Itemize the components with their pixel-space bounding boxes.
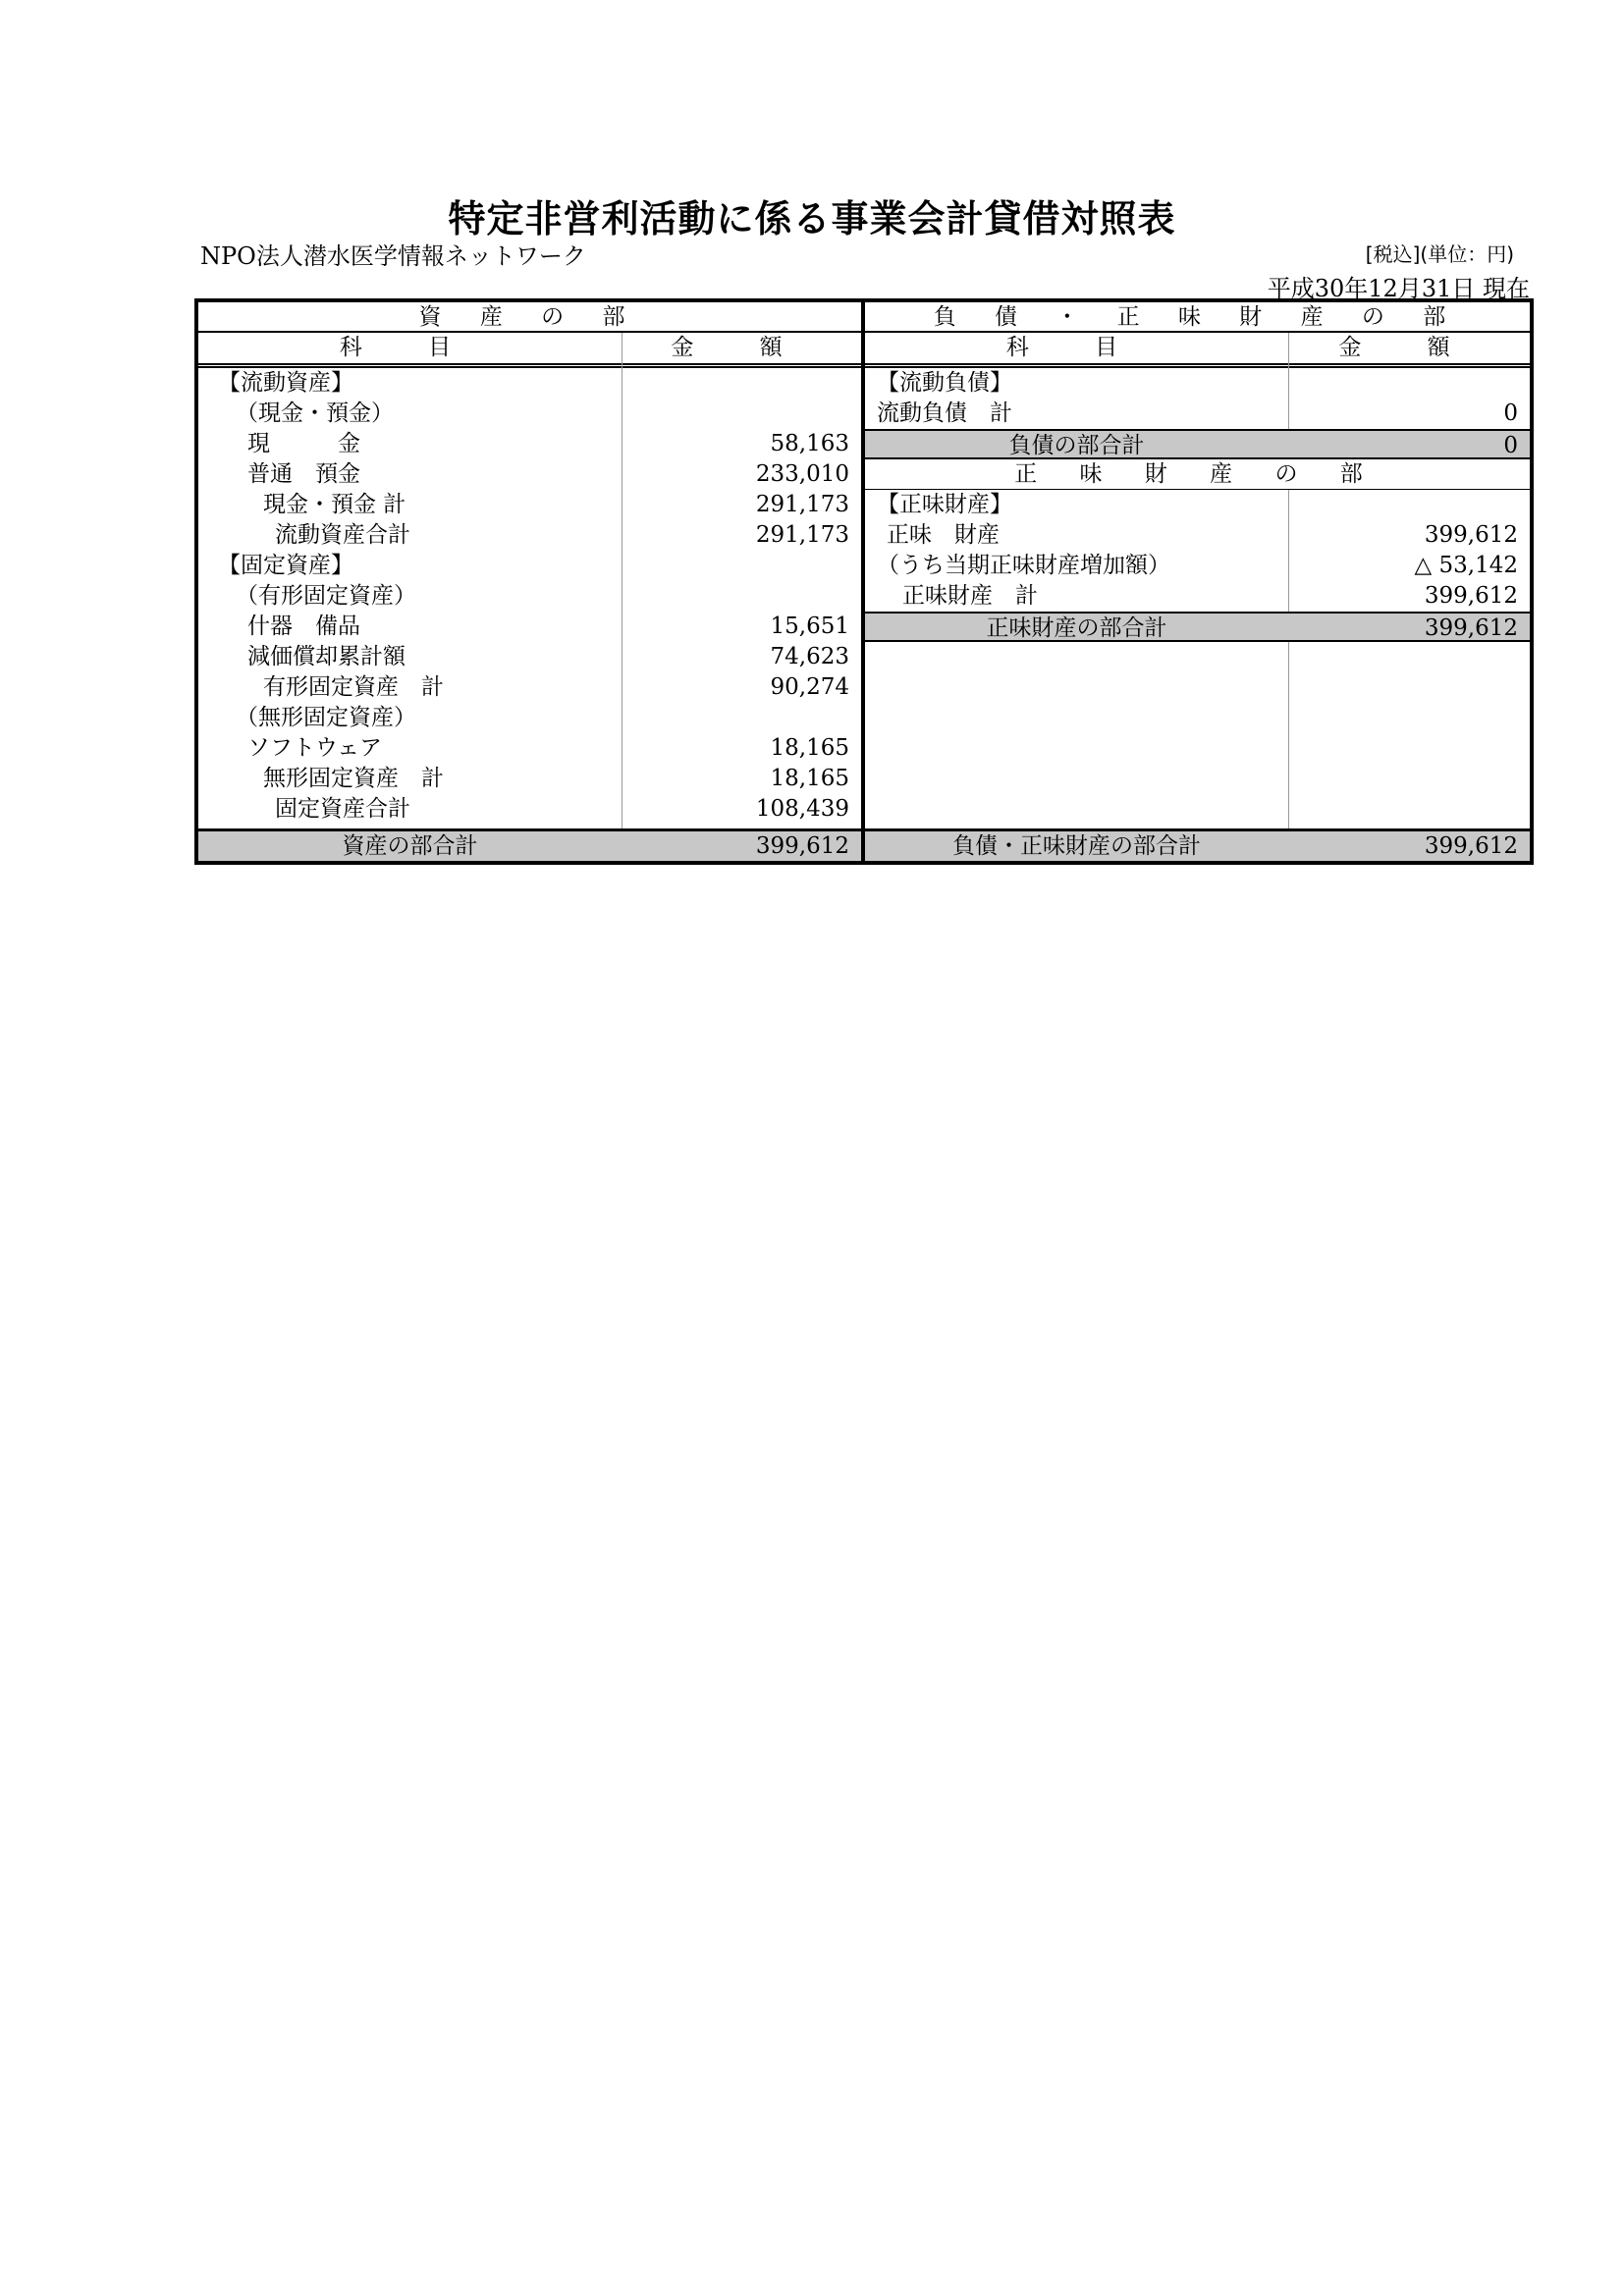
liabilities-subtotal-row: 負債の部合計 0: [865, 429, 1530, 459]
table-row: 普通 預金 233,010: [247, 461, 849, 487]
net-assets-section-header: 正 味 財 産 の 部: [865, 459, 1530, 490]
table-row: （現金・預金）: [236, 400, 394, 426]
as-of-date: 平成30年12月31日 現在: [1267, 275, 1530, 302]
table-row: 減価償却累計額 74,623: [247, 644, 849, 669]
table-row: 流動負債 計 0: [877, 400, 1518, 426]
document-title: 特定非営利活動に係る事業会計貸借対照表: [448, 197, 1176, 240]
col-amount-header: 金 額: [1338, 335, 1480, 360]
table-row: 有形固定資産 計 90,274: [263, 674, 849, 700]
balance-sheet: [194, 298, 1534, 865]
liabilities-panel: [861, 298, 1534, 865]
table-row: 什器 備品 15,651: [247, 614, 849, 639]
assets-total-row: 資産の部合計 399,612: [198, 828, 861, 861]
liabilities-total-row: 負債・正味財産の部合計 399,612: [865, 828, 1530, 861]
assets-panel: [194, 298, 865, 865]
table-row: 現 金 58,163: [247, 431, 849, 456]
table-row: 【流動資産】: [218, 370, 353, 396]
assets-section-header: 資 産 の 部: [198, 302, 861, 333]
table-row: 【固定資産】: [218, 553, 353, 578]
table-row: 流動資産合計 291,173: [275, 522, 849, 548]
net-assets-subtotal-row: 正味財産の部合計 399,612: [865, 612, 1530, 642]
assets-column-header: [198, 333, 861, 368]
table-row: 正味財産 計 399,612: [902, 583, 1518, 609]
table-row: （うち当期正味財産増加額） △ 53,142: [877, 553, 1518, 578]
col-amount-header: 金 額: [671, 335, 812, 360]
col-item-header: 科 目: [339, 335, 481, 360]
table-row: 固定資産合計 108,439: [275, 796, 849, 822]
table-row: （有形固定資産）: [236, 583, 416, 609]
col-item-header: 科 目: [1005, 335, 1148, 360]
tax-unit-note: [税込](単位：円): [1365, 242, 1514, 266]
organization-name: NPO法人潜水医学情報ネットワーク: [200, 242, 586, 270]
table-row: 【正味財産】: [877, 492, 1012, 517]
table-row: 正味 財産 399,612: [887, 522, 1518, 548]
liabilities-column-header: [865, 333, 1530, 368]
liabilities-section-header: 負 債 ・ 正 味 財 産 の 部: [865, 302, 1530, 333]
table-row: ソフトウェア 18,165: [247, 735, 849, 761]
table-row: 【流動負債】: [877, 370, 1012, 396]
table-row: 無形固定資産 計 18,165: [263, 766, 849, 791]
table-row: 現金・預金 計 291,173: [263, 492, 849, 517]
table-row: （無形固定資産）: [236, 705, 416, 730]
